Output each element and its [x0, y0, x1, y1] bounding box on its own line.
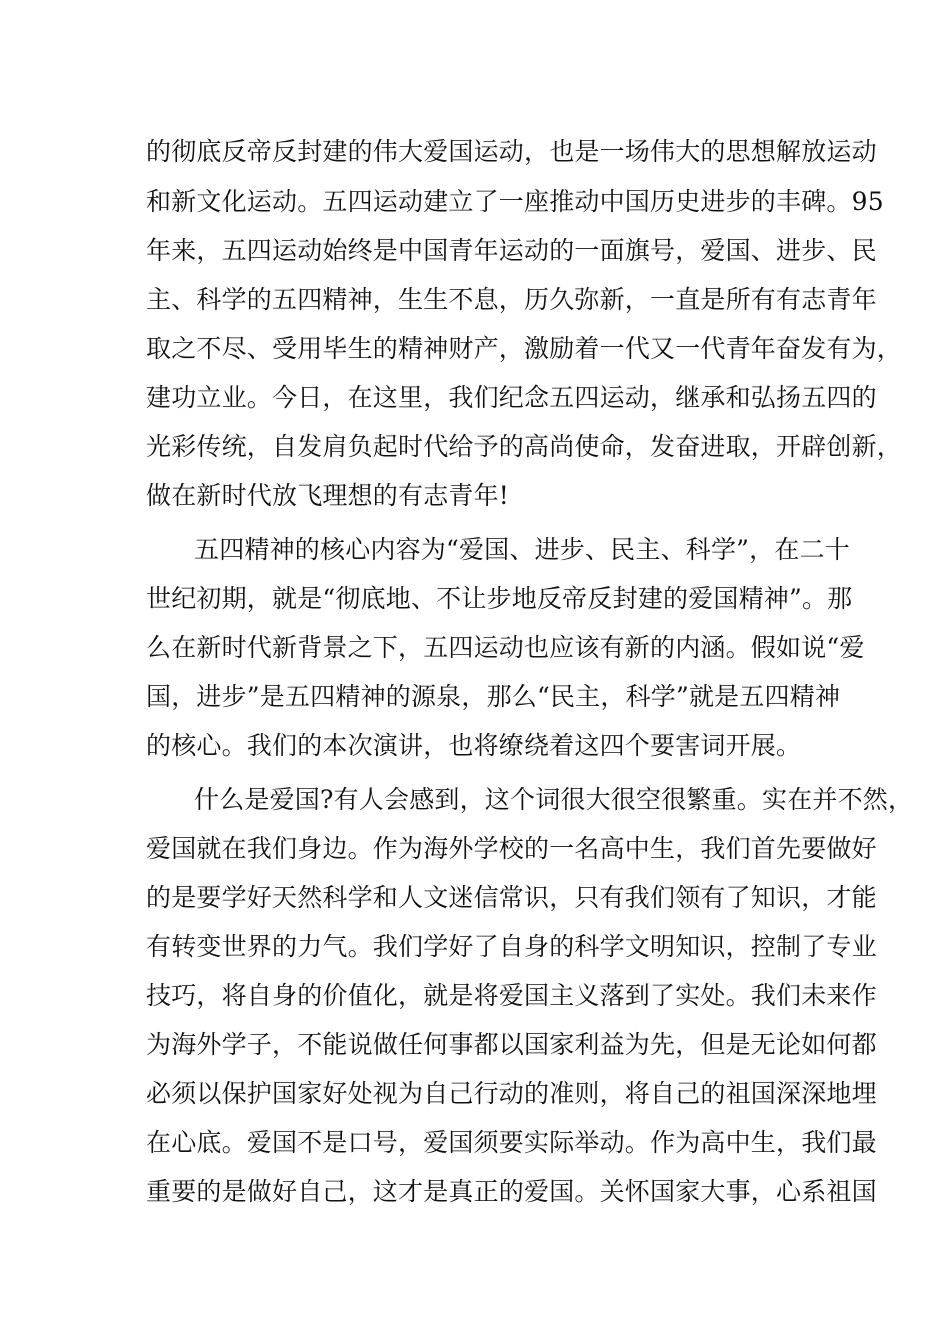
- text-line-8: 做在新时代放飞理想的有志青年!: [146, 481, 510, 510]
- text-line-10: 世纪初期，就是“彻底地、不让步地反帝反封建的爱国精神”。那: [146, 584, 853, 613]
- text-line-4: 主、科学的五四精神，生生不息，历久弥新，一直是所有有志青年: [146, 285, 877, 314]
- text-line-21: 在心底。爱国不是口号，爱国须要实际举动。作为高中生，我们最: [146, 1128, 877, 1157]
- text-line-2: 和新文化运动。五四运动建立了一座推动中国历史进步的丰碑。95: [146, 187, 884, 216]
- text-line-3: 年来，五四运动始终是中国青年运动的一面旗号，爱国、进步、民: [146, 236, 877, 265]
- text-line-16: 的是要学好天然科学和人文迷信常识，只有我们领有了知识，才能: [146, 883, 877, 912]
- text-line-7: 光彩传统，自发肩负起时代给予的高尚使命，发奋进取，开辟创新，: [146, 432, 903, 461]
- text-line-13: 的核心。我们的本次演讲，也将缭绕着这四个要害词开展。: [146, 731, 802, 760]
- text-line-18: 技巧，将自身的价值化，就是将爱国主义落到了实处。我们未来作: [146, 981, 877, 1010]
- text-line-11: 么在新时代新背景之下，五四运动也应该有新的内涵。假如说“爱: [146, 633, 865, 662]
- text-line-1: 的彻底反帝反封建的伟大爱国运动，也是一场伟大的思想解放运动: [146, 137, 877, 166]
- text-line-6: 建功立业。今日，在这里，我们纪念五四运动，继承和弘扬五四的: [146, 383, 877, 412]
- paragraph-2-first-line: 五四精神的核心内容为“爱国、进步、民主、科学”，在二十: [194, 535, 850, 564]
- text-line-12: 国，进步”是五四精神的源泉，那么“民主，科学”就是五四精神: [146, 682, 841, 711]
- paragraph-3-first-line: 什么是爱国?有人会感到，这个词很大很空很繁重。实在并不然，: [194, 785, 914, 814]
- text-line-19: 为海外学子，不能说做任何事都以国家利益为先，但是无论如何都: [146, 1030, 877, 1059]
- text-line-17: 有转变世界的力气。我们学好了自身的科学文明知识，控制了专业: [146, 932, 877, 961]
- text-line-22: 重要的是做好自己，这才是真正的爱国。关怀国家大事，心系祖国: [146, 1177, 877, 1206]
- text-line-15: 爱国就在我们身边。作为海外学校的一名高中生，我们首先要做好: [146, 834, 877, 863]
- text-line-5: 取之不尽、受用毕生的精神财产，激励着一代又一代青年奋发有为，: [146, 334, 903, 363]
- text-line-20: 必须以保护国家好处视为自己行动的准则，将自己的祖国深深地埋: [146, 1079, 877, 1108]
